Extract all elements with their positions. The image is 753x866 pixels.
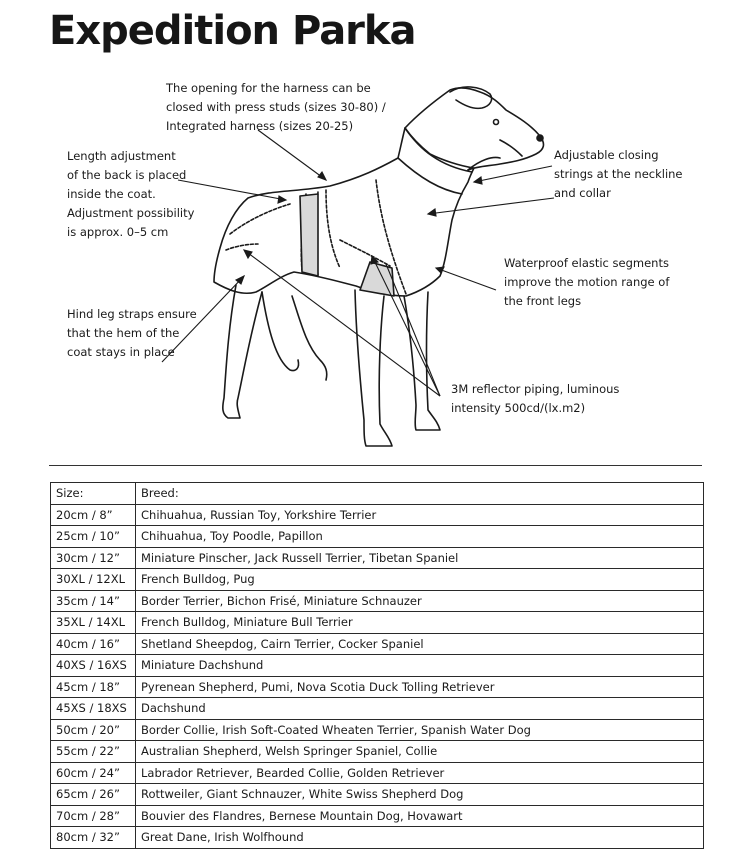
size-cell: 40XS / 16XS xyxy=(51,655,136,677)
pointer-reflector xyxy=(372,256,440,396)
breed-cell: French Bulldog, Pug xyxy=(136,569,704,591)
table-row xyxy=(51,762,704,784)
annotation-hind-leg-straps: Hind leg straps ensure that the hem of the coat stays in place xyxy=(67,307,197,359)
dog-front-leg xyxy=(404,292,440,430)
size-cell: 20cm / 8” xyxy=(51,504,136,526)
table-row xyxy=(51,590,704,612)
breed-cell: Miniature Dachshund xyxy=(136,655,704,677)
size-chart-table xyxy=(50,482,704,849)
pointer-closing xyxy=(428,198,554,214)
dog-nose xyxy=(537,135,543,141)
breed-cell: Rottweiler, Giant Schnauzer, White Swiss Shepherd Dog xyxy=(136,784,704,806)
table-row xyxy=(51,676,704,698)
size-cell: 55cm / 22” xyxy=(51,741,136,763)
table-row xyxy=(51,612,704,634)
size-cell: 80cm / 32” xyxy=(51,827,136,849)
table-header-size: Size: xyxy=(51,483,136,505)
breed-cell: Border Collie, Irish Soft-Coated Wheaten Terrier, Spanish Water Dog xyxy=(136,719,704,741)
annotation-elastic-segments: Waterproof elastic segments improve the motion range of the front legs xyxy=(504,256,670,308)
dog-ear xyxy=(450,87,492,108)
breed-cell: Great Dane, Irish Wolfhound xyxy=(136,827,704,849)
size-cell: 30cm / 12” xyxy=(51,547,136,569)
annotation-closing-strings: Adjustable closing strings at the neckline and collar xyxy=(554,148,683,200)
coat-collar xyxy=(398,128,472,194)
annotation-harness: The opening for the harness can be closed with press studs (sizes 30-80) / Integrated harness (sizes 20-25) xyxy=(166,81,386,133)
size-cell: 50cm / 20” xyxy=(51,719,136,741)
size-cell: 65cm / 26” xyxy=(51,784,136,806)
table-row xyxy=(51,547,704,569)
dog-head xyxy=(405,88,543,170)
pointer-closing xyxy=(474,166,552,182)
table-header-row xyxy=(51,483,704,505)
dog-hind-leg xyxy=(262,292,299,371)
breed-cell: Dachshund xyxy=(136,698,704,720)
section-divider xyxy=(49,465,702,466)
table-row xyxy=(51,504,704,526)
breed-cell: French Bulldog, Miniature Bull Terrier xyxy=(136,612,704,634)
size-cell: 40cm / 16” xyxy=(51,633,136,655)
size-cell: 45cm / 18” xyxy=(51,676,136,698)
breed-cell: Chihuahua, Russian Toy, Yorkshire Terrier xyxy=(136,504,704,526)
dog-front-leg xyxy=(355,290,392,446)
breed-cell: Miniature Pinscher, Jack Russell Terrier, Tibetan Spaniel xyxy=(136,547,704,569)
table-row xyxy=(51,633,704,655)
table-row xyxy=(51,741,704,763)
size-cell: 35cm / 14” xyxy=(51,590,136,612)
table-row xyxy=(51,569,704,591)
table-row xyxy=(51,827,704,849)
table-header-breed: Breed: xyxy=(136,483,704,505)
table-row xyxy=(51,805,704,827)
breed-cell: Bouvier des Flandres, Bernese Mountain Dog, Hovawart xyxy=(136,805,704,827)
dog-hind-leg xyxy=(223,285,262,418)
table-row xyxy=(51,784,704,806)
breed-cell: Shetland Sheepdog, Cairn Terrier, Cocker Spaniel xyxy=(136,633,704,655)
breed-cell: Pyrenean Shepherd, Pumi, Nova Scotia Duck Tolling Retriever xyxy=(136,676,704,698)
table-row xyxy=(51,526,704,548)
annotation-reflector-piping: 3M reflector piping, luminous intensity 500cd/(lx.m2) xyxy=(451,382,620,415)
table-row xyxy=(51,698,704,720)
breed-cell: Australian Shepherd, Welsh Springer Spaniel, Collie xyxy=(136,741,704,763)
size-cell: 35XL / 14XL xyxy=(51,612,136,634)
annotation-length-adjustment: Length adjustment of the back is placed inside the coat. Adjustment possibility is approx. 0–5 cm xyxy=(67,149,195,239)
table-row xyxy=(51,719,704,741)
breed-cell: Chihuahua, Toy Poodle, Papillon xyxy=(136,526,704,548)
page-title: Expedition Parka xyxy=(49,8,416,54)
size-cell: 60cm / 24” xyxy=(51,762,136,784)
coat-elastic xyxy=(300,194,318,276)
breed-cell: Labrador Retriever, Bearded Collie, Golden Retriever xyxy=(136,762,704,784)
table-row xyxy=(51,655,704,677)
pointer-elastic xyxy=(436,268,496,290)
pointer-harness xyxy=(258,130,326,180)
size-cell: 30XL / 12XL xyxy=(51,569,136,591)
breed-cell: Border Terrier, Bichon Frisé, Miniature Schnauzer xyxy=(136,590,704,612)
size-cell: 45XS / 18XS xyxy=(51,698,136,720)
dog-eye xyxy=(494,120,499,125)
size-cell: 25cm / 10” xyxy=(51,526,136,548)
size-cell: 70cm / 28” xyxy=(51,805,136,827)
